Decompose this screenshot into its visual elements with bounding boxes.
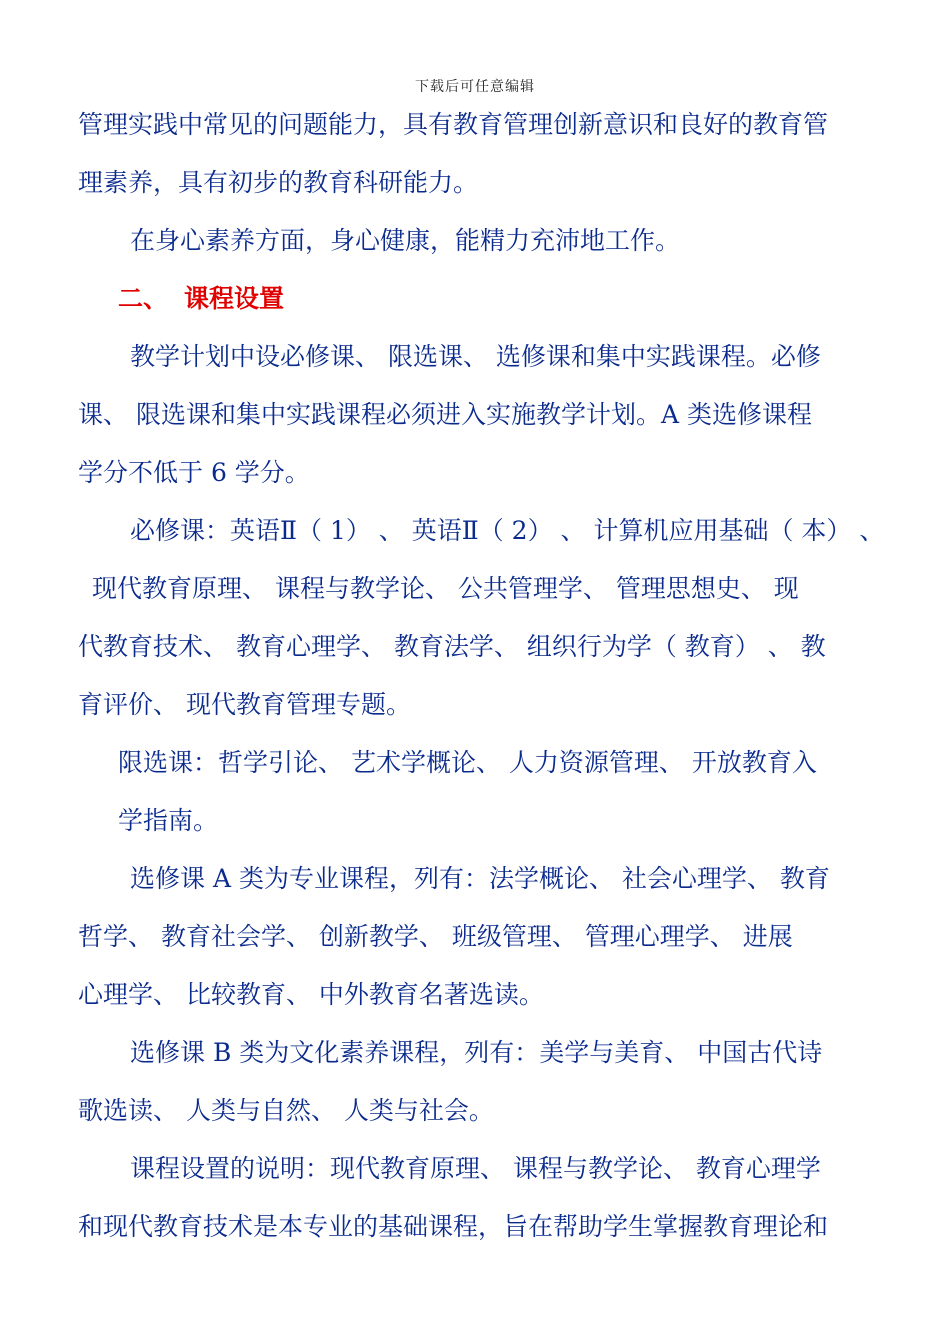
text-line: 心理学、 比较教育、 中外教育名著选读。 [78, 980, 544, 1009]
text-line: 和现代教育技术是本专业的基础课程，旨在帮助学生掌握教育理论和 [78, 1212, 829, 1241]
text-line: 学分不低于 6 学分。 [78, 458, 310, 487]
text-line: 限选课：哲学引论、 艺术学概论、 人力资源管理、 开放教育入 [118, 748, 817, 777]
text-line: 现代教育原理、 课程与教学论、 公共管理学、 管理思想史、 现 [92, 574, 799, 603]
text-line: 课程设置的说明：现代教育原理、 课程与教学论、 教育心理学 [130, 1154, 821, 1183]
text-line: 在身心素养方面，身心健康，能精力充沛地工作。 [130, 226, 681, 255]
text-line: 必修课：英语Ⅱ（ 1） 、 英语Ⅱ（ 2） 、 计算机应用基础（ 本） 、 [130, 516, 885, 545]
text-line: 学指南。 [118, 806, 219, 835]
section-body [78, 328, 885, 1256]
section-title: 课程设置 [184, 284, 285, 313]
text-line: 选修课 A 类为专业课程，列有：法学概论、 社会心理学、 教育 [130, 864, 830, 893]
text-line: 育评价、 现代教育管理专题。 [78, 690, 411, 719]
text-line: 哲学、 教育社会学、 创新教学、 班级管理、 管理心理学、 进展 [78, 922, 793, 951]
text-line: 管理实践中常见的问题能力，具有教育管理创新意识和良好的教育管 [78, 110, 829, 139]
document-body [78, 96, 885, 1256]
text-line: 歌选读、 人类与自然、 人类与社会。 [78, 1096, 494, 1125]
intro-lines [78, 96, 878, 270]
section-number: 二、 [118, 284, 169, 313]
section-heading [78, 270, 878, 328]
text-line: 课、 限选课和集中实践课程必须进入实施教学计划。A 类选修课程 [78, 400, 812, 429]
text-line: 教学计划中设必修课、 限选课、 选修课和集中实践课程。必修 [130, 342, 821, 371]
text-line: 选修课 B 类为文化素养课程，列有：美学与美育、 中国古代诗 [130, 1038, 823, 1067]
text-line: 理素养，具有初步的教育科研能力。 [78, 168, 479, 197]
page-header: 下载后可任意编辑 [415, 79, 535, 95]
text-line: 代教育技术、 教育心理学、 教育法学、 组织行为学（ 教育） 、 教 [78, 632, 826, 661]
